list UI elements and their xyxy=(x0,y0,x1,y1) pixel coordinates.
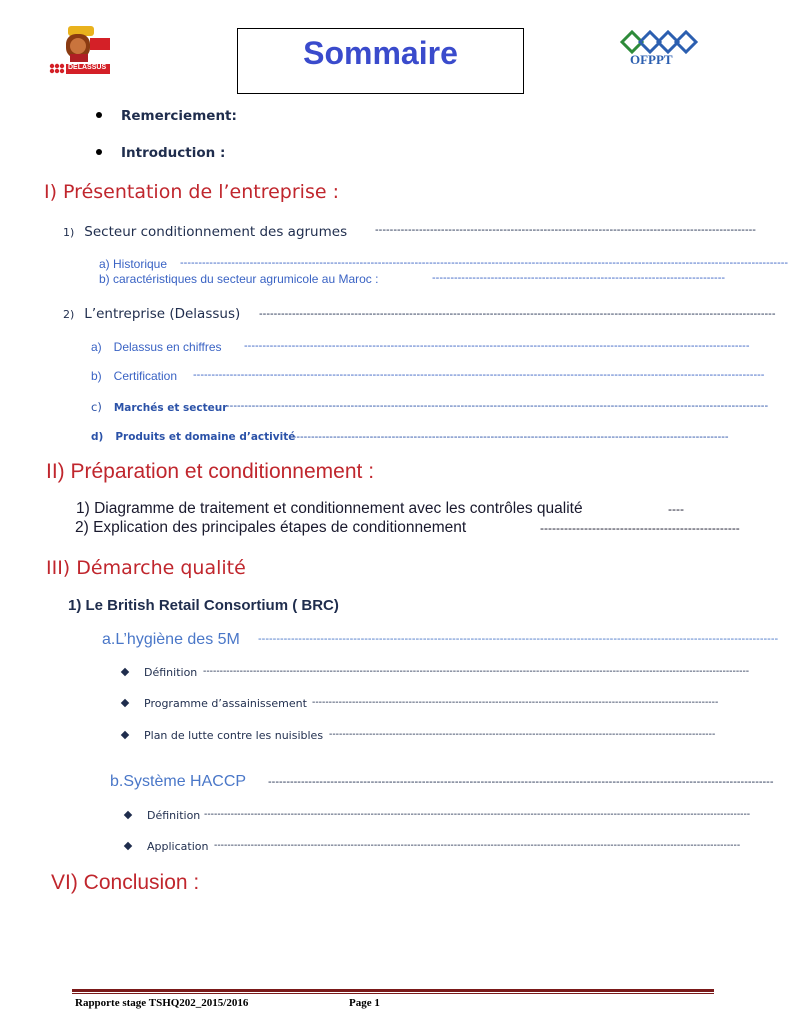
section-3-a-item-2: Programme d’assainissement xyxy=(122,697,307,710)
section-3-a-item-3: Plan de lutte contre les nuisibles xyxy=(122,729,323,742)
ofppt-logo-icon xyxy=(618,30,708,54)
leader-dashes: -------------------------------------------------------------------------------------------------------------------- xyxy=(329,729,716,740)
intro-item-introduction: Introduction : xyxy=(96,145,225,161)
diamond-bullet-icon xyxy=(124,811,132,819)
diamond-bullet-icon xyxy=(124,842,132,850)
delassus-logo xyxy=(46,24,112,76)
intro-item-remerciement: Remerciement: xyxy=(96,108,237,124)
delassus-logo-text: DELASSUS xyxy=(68,64,107,71)
leader-dashes: -------------------------------------------------- xyxy=(540,521,740,535)
bullet-icon xyxy=(96,112,102,118)
bullet-icon xyxy=(96,149,102,155)
section-1-sub-2-item-b: b) Certification xyxy=(91,369,178,383)
section-2-item-2: 2) Explication des principales étapes de conditionnement xyxy=(75,519,467,536)
section-2-item-1: 1) Diagramme de traitement et conditionnement avec les contrôles qualité xyxy=(76,500,583,517)
section-1-sub-2-item-d: d) Produits et domaine d’activité xyxy=(91,431,296,443)
section-3-a-item-1: Définition xyxy=(122,666,197,679)
leader-dashes: -------------------------------------------------------------------------------------------------------------------------------------------------------------------- xyxy=(203,666,750,677)
leader-dashes: ---------------------------------------------------------------------------------------------------------------------------------------------- xyxy=(258,633,779,645)
page-title: Sommaire xyxy=(303,35,458,71)
section-2-title: II) Préparation et conditionnement : xyxy=(46,460,375,483)
section-3-title: III) Démarche qualité xyxy=(46,557,246,579)
leader-dashes: ---------------------------------------------------------------------------------------------------------------------------------------------------- xyxy=(226,400,769,412)
footer-rule-thin xyxy=(72,993,714,994)
section-3-b-title: b.Système HACCP xyxy=(110,773,247,790)
diamond-bullet-icon xyxy=(121,668,129,676)
leader-dashes: ------------------------------------------------------------------------------------------------------------------------------------------ xyxy=(244,340,750,352)
title-box xyxy=(237,28,524,94)
footer-page-number: Page 1 xyxy=(349,997,380,1009)
footer-rule xyxy=(72,989,714,992)
section-3-sub-1: 1) Le British Retail Consortium ( BRC) xyxy=(68,597,339,614)
leader-dashes: -------------------------------------------------------------------------------------------------------- xyxy=(375,224,756,236)
leader-dashes: ------------------------------------------------------------------------------------------------------------------------------------------ xyxy=(268,776,774,788)
section-3-a-title: a.L’hygiène des 5M xyxy=(102,631,240,648)
section-3-b-item-2: Application xyxy=(125,840,208,853)
leader-dashes: ------------------------------------------------------------------------------------------------------------------------------------------------------------ xyxy=(193,369,765,381)
section-3-b-item-1: Définition xyxy=(125,809,200,822)
leader-dashes: -------------------------------------------------------------------------------------------------------------------------------------------------------------------- xyxy=(204,809,751,820)
section-1-sub-2-item-a: a) Delassus en chiffres xyxy=(91,340,222,354)
leader-dashes: --------------------------------------------------------------------------------------------------------------------------------------------- xyxy=(259,308,776,320)
ofppt-logo-text: OFPPT xyxy=(630,52,673,67)
leader-dashes: -------------------------------------------------------------------------------------------------------------------------------------------------------------- xyxy=(214,840,741,851)
section-1-title: I) Présentation de l’entreprise : xyxy=(44,181,339,203)
section-1-sub-2-item-c: c) Marchés et secteur xyxy=(91,400,228,414)
diamond-bullet-icon xyxy=(121,731,129,739)
leader-dashes: ---- xyxy=(668,502,684,516)
section-1-sub-2: 2) L’entreprise (Delassus) xyxy=(63,306,241,322)
section-1-sub-1-item-b: b) caractéristiques du secteur agrumicole au Maroc : xyxy=(99,272,379,286)
ofppt-logo xyxy=(618,30,708,70)
section-4-title: VI) Conclusion : xyxy=(51,871,200,894)
leader-dashes: ------------------------------------------------------------------------------------------------------------------------ xyxy=(289,431,729,443)
diamond-bullet-icon xyxy=(121,699,129,707)
leader-dashes: -------------------------------------------------------------------------------- xyxy=(432,272,726,284)
section-1-sub-1: 1) Secteur conditionnement des agrumes xyxy=(63,224,348,240)
leader-dashes: ---------------------------------------------------------------------------------------------------------------------------------------------------------------------- xyxy=(180,257,788,269)
footer-left: Rapporte stage TSHQ202_2015/2016 xyxy=(75,997,249,1009)
leader-dashes: -------------------------------------------------------------------------------------------------------------------------- xyxy=(312,697,719,708)
section-1-sub-1-item-a: a) Historique xyxy=(99,257,168,271)
